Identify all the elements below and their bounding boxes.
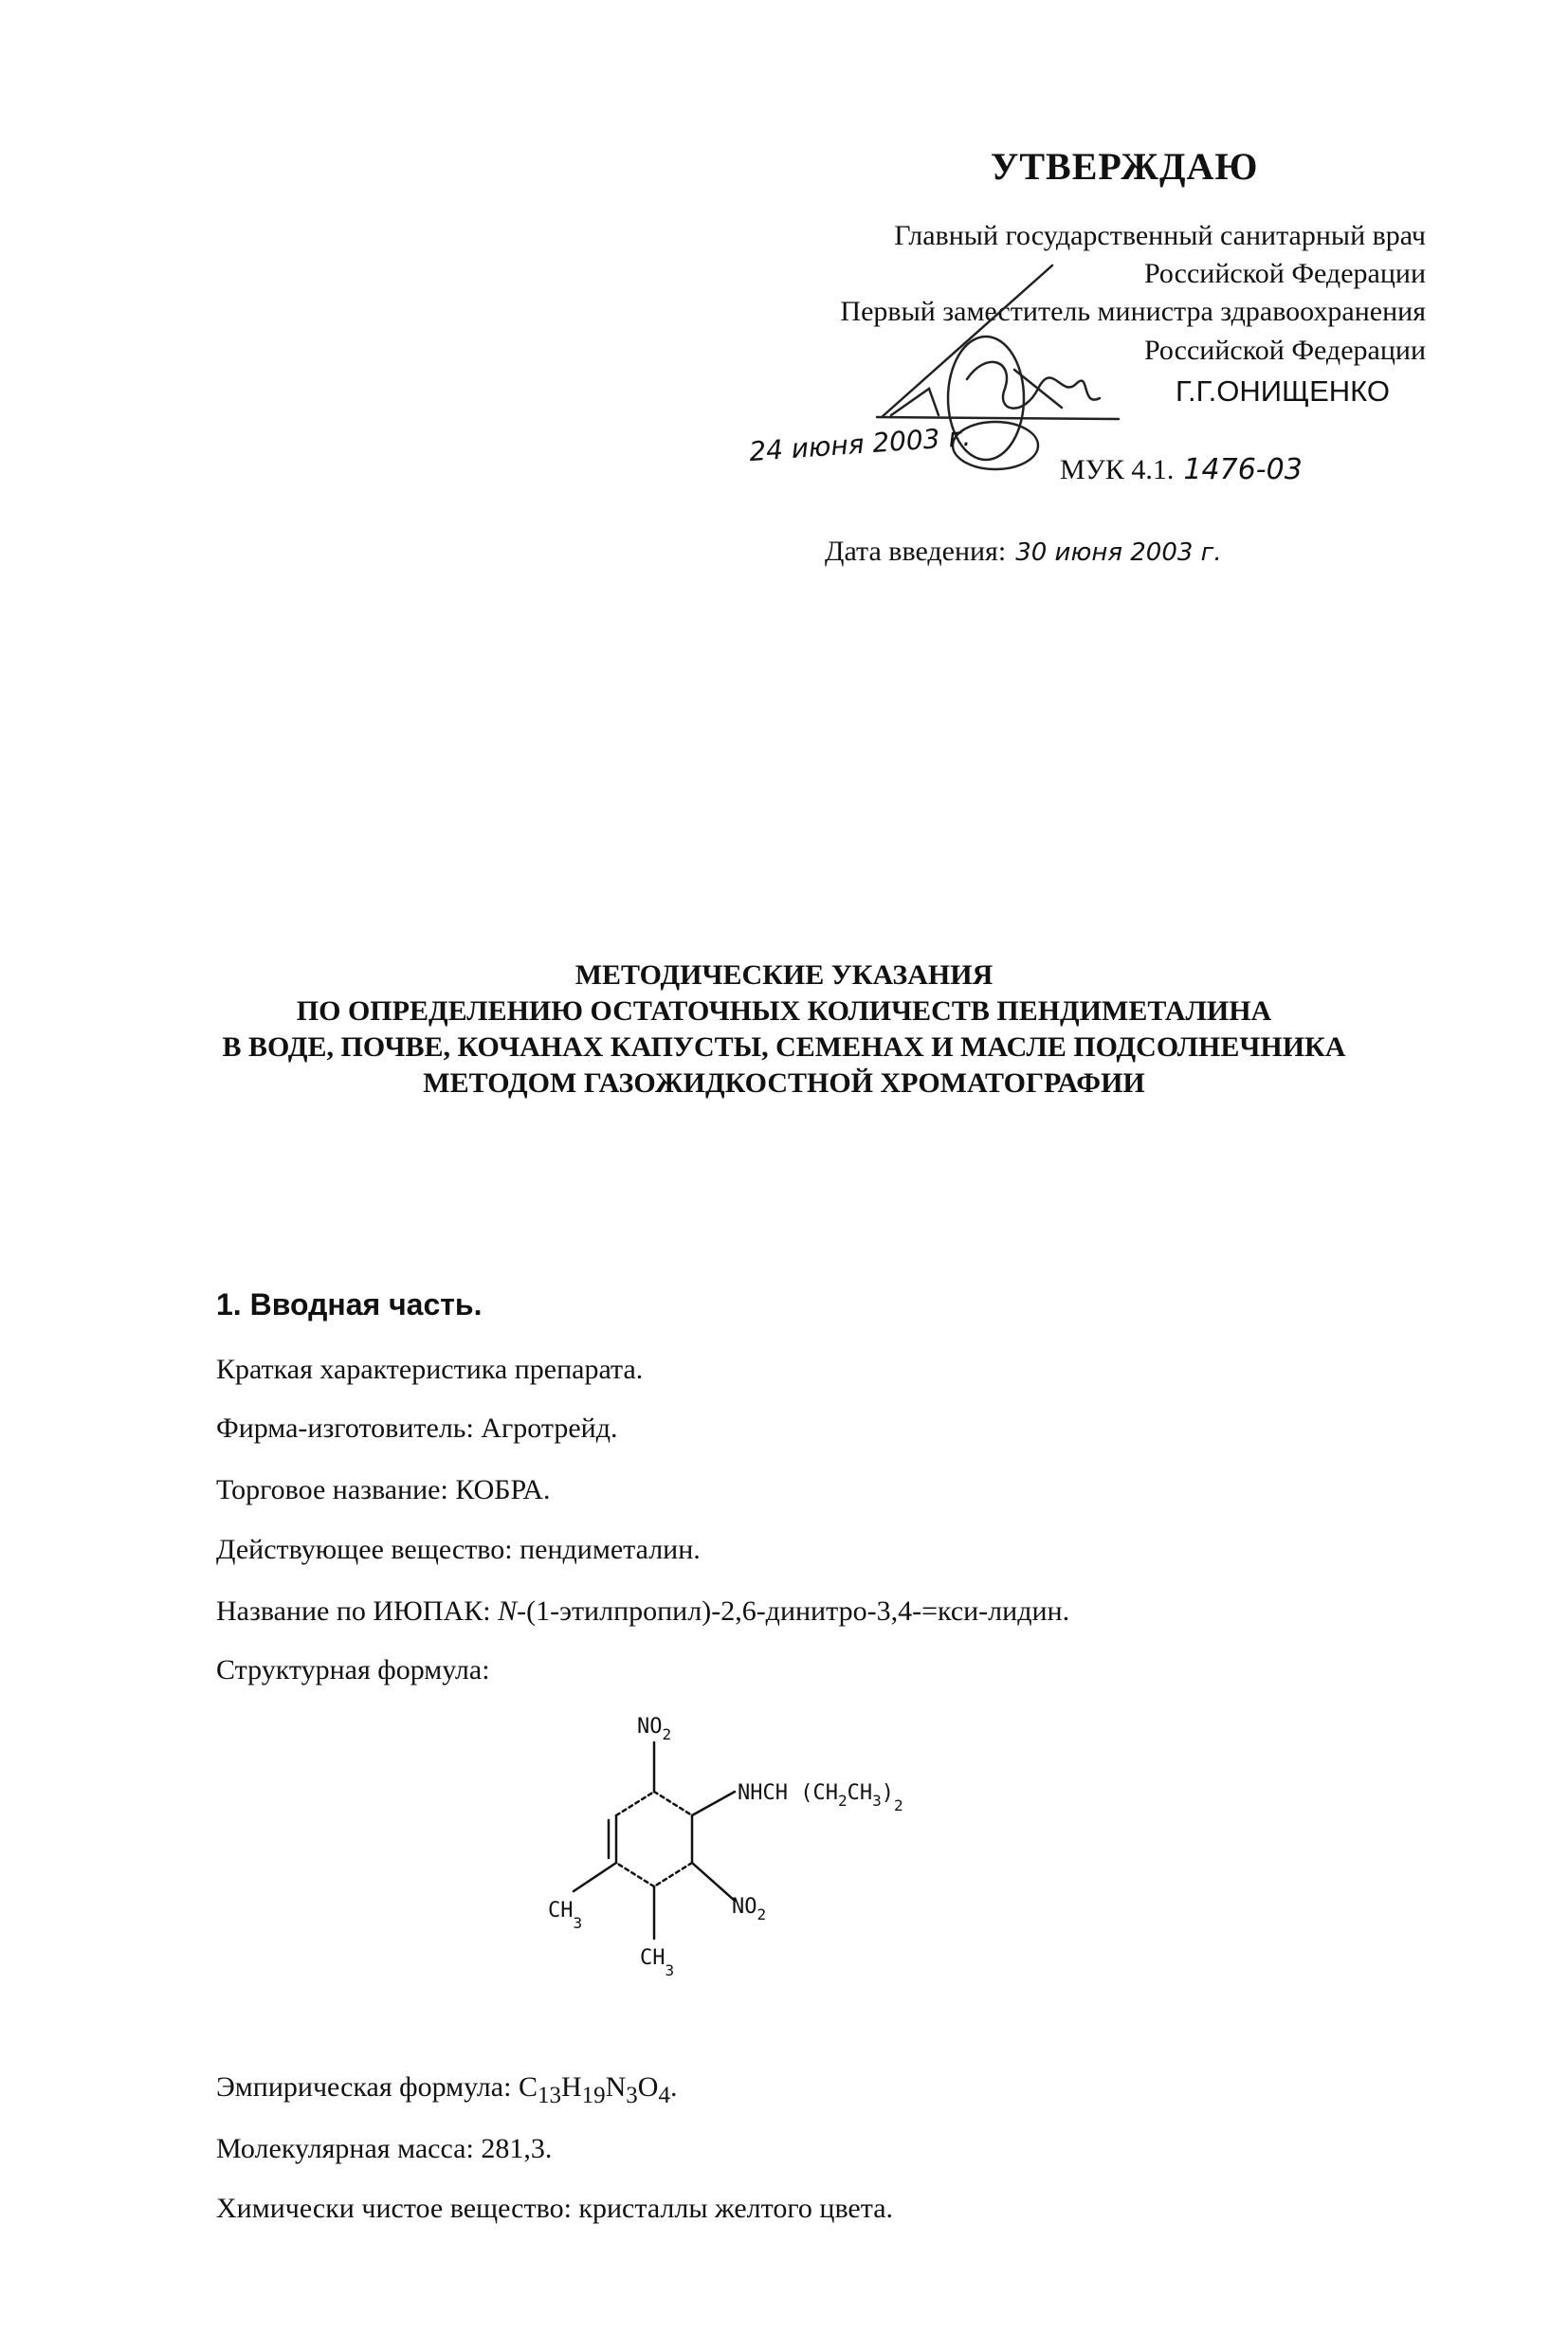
manufacturer-text: Фирма-изготовитель: Агротрейд. xyxy=(216,1412,618,1444)
iupac-label: Название по ИЮПАК: xyxy=(216,1595,499,1627)
empirical-h-count: 19 xyxy=(581,2083,606,2108)
empirical-n-count: 3 xyxy=(626,2083,638,2108)
document-title-line-2: ПО ОПРЕДЕЛЕНИЮ ОСТАТОЧНЫХ КОЛИЧЕСТВ ПЕНДИМЕТАЛИНА xyxy=(296,995,1272,1027)
document-number-label: МУК 4.1. xyxy=(1060,454,1175,485)
handwritten-signed-date: 24 июня 2003 г. xyxy=(748,420,972,468)
molar-mass-text: Молекулярная масса: 281,3. xyxy=(216,2133,553,2164)
approval-position-line-1: Главный государственный санитарный врач xyxy=(894,220,1426,251)
empirical-o: O xyxy=(637,2071,659,2103)
empirical-h: H xyxy=(560,2071,582,2103)
empirical-o-count: 4 xyxy=(658,2083,670,2108)
iupac-rest: -(1-этилпропил)-2,6-динитро-3,4-=кси-лидин. xyxy=(517,1595,1070,1627)
active-substance-text: Действующее вещество: пендиметалин. xyxy=(216,1534,701,1565)
empirical-c-count: 13 xyxy=(537,2083,561,2108)
structural-formula-diagram xyxy=(512,1697,1005,2029)
introduction-date-label: Дата введения: xyxy=(825,536,1007,567)
section-heading: 1. Вводная часть. xyxy=(216,1287,483,1321)
document-number xyxy=(1060,453,1303,486)
approval-title: УТВЕРЖДАЮ xyxy=(991,145,1259,188)
empirical-n: N xyxy=(605,2071,627,2103)
empirical-formula-text xyxy=(216,2071,677,2109)
pure-substance-text: Химически чистое вещество: кристаллы желтого цвета. xyxy=(216,2193,894,2224)
document-title-line-3: В ВОДЕ, ПОЧВЕ, КОЧАНАХ КАПУСТЫ, СЕМЕНАХ И МАСЛЕ ПОДСОЛНЕЧНИКА xyxy=(222,1031,1346,1063)
characteristic-text: Краткая характеристика препарата. xyxy=(216,1354,644,1385)
formula-no2-top: $NO_2$ xyxy=(637,1715,672,1743)
introduction-date xyxy=(825,536,1222,568)
formula-ch3-left: $CH_3$ xyxy=(548,1899,583,1932)
document-title-line-4: МЕТОДОМ ГАЗОЖИДКОСТНОЙ ХРОМАТОГРАФИИ xyxy=(423,1067,1145,1099)
empirical-c: C xyxy=(518,2071,538,2103)
iupac-n: N xyxy=(498,1595,518,1627)
document-number-handwritten: 1476-03 xyxy=(1183,453,1303,486)
iupac-name-text xyxy=(216,1595,1069,1628)
approval-position-line-2: Российской Федерации xyxy=(1143,258,1426,289)
empirical-label: Эмпирическая формула: xyxy=(216,2071,519,2103)
empirical-end: . xyxy=(669,2071,678,2103)
formula-amine-group: NHCH $(CH_2CH_3)_2$ xyxy=(738,1781,903,1814)
trade-name-text: Торговое название: КОБРА. xyxy=(216,1474,551,1505)
approval-position-line-3: Первый заместитель министра здравоохранения xyxy=(840,296,1426,327)
document-title xyxy=(0,957,1568,1102)
formula-ch3-bottom: $CH_3$ xyxy=(640,1946,675,1979)
structural-formula-label: Структурная формула: xyxy=(216,1654,490,1686)
approver-name: Г.Г.ОНИЩЕНКО xyxy=(1176,374,1390,408)
introduction-date-handwritten: 30 июня 2003 г. xyxy=(1015,538,1222,567)
document-title-line-1: МЕТОДИЧЕСКИЕ УКАЗАНИЯ xyxy=(574,959,994,991)
approval-position-line-4: Российской Федерации xyxy=(1143,335,1426,366)
formula-no2-right: $NO_2$ xyxy=(732,1895,767,1923)
